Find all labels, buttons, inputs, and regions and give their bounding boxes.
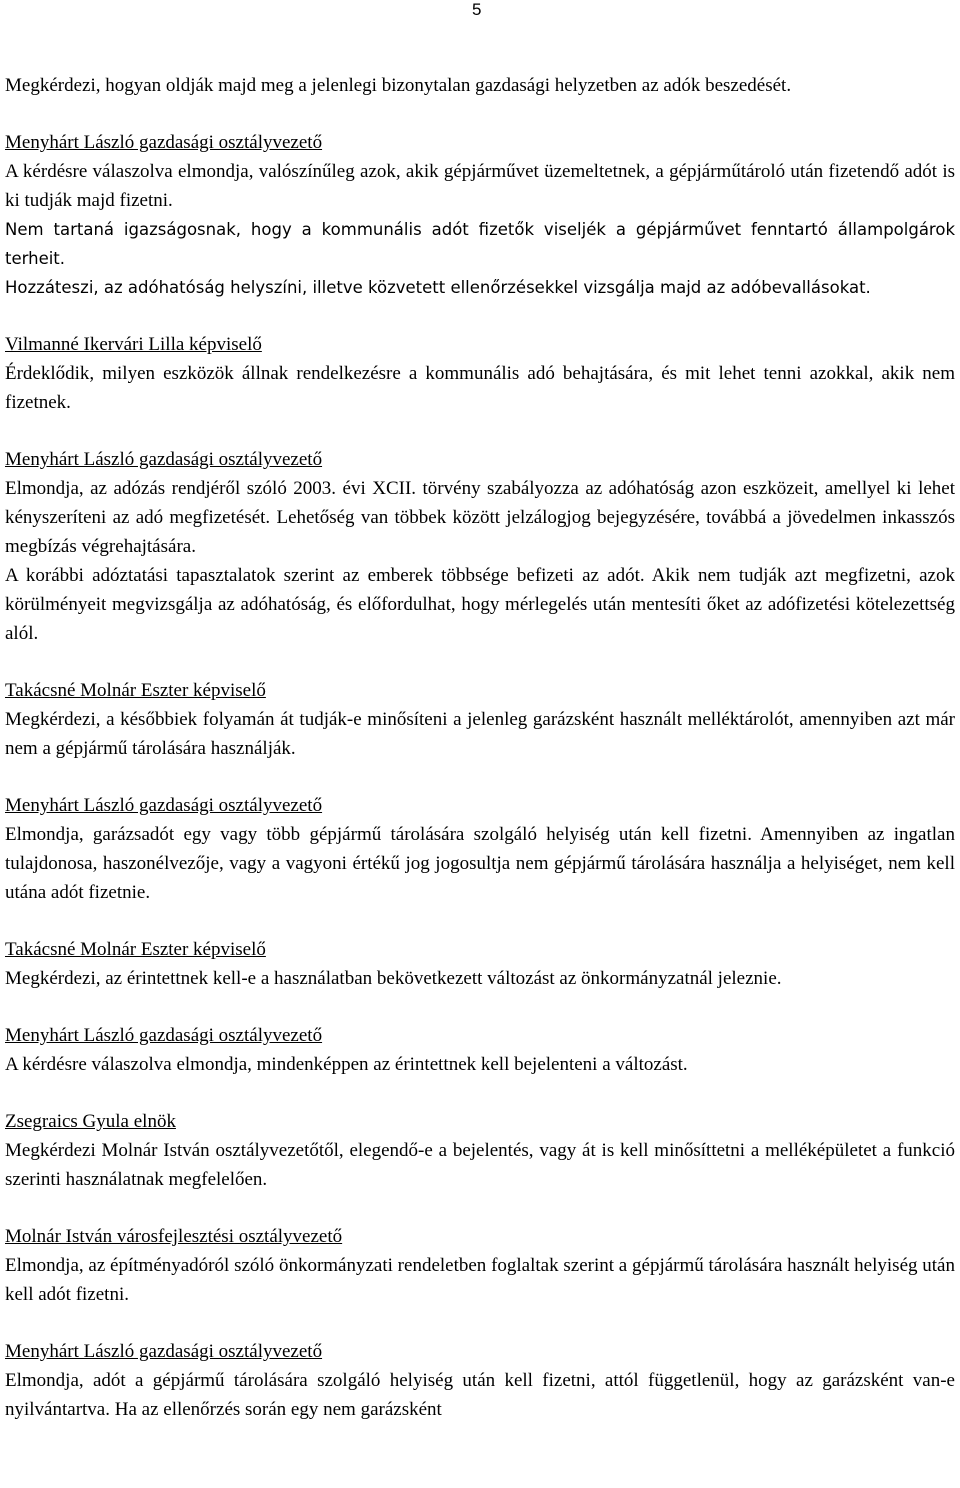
speaker-name: Takácsné Molnár Eszter képviselő [5,939,266,960]
statement-paragraph: A kérdésre válaszolva elmondja, mindenképpen az érintettnek kell bejelenteni a változást. [5,1054,688,1075]
speaker-name: Menyhárt László gazdasági osztályvezető [5,449,323,470]
speaker-name: Vilmanné Ikervári Lilla képviselő [5,334,262,355]
statement-block [5,935,955,993]
speaker-name: Menyhárt László gazdasági osztályvezető [5,795,323,816]
intro-paragraph: Megkérdezi, hogyan oldják majd meg a jelenlegi bizonytalan gazdasági helyzetben az adók beszedését. [5,75,792,96]
statement-paragraph: Megkérdezi Molnár István osztályvezetőtől, elegendő-e a bejelentés, vagy át is kell minősíttetni a melléképületet a funkció szerinti használatnak megfelelően. [5,1140,955,1190]
statement-block [5,330,955,417]
speaker-name: Menyhárt László gazdasági osztályvezető [5,1341,323,1362]
statement-block [5,128,955,302]
statement-paragraph: Megkérdezi, a későbbiek folyamán át tudják-e minősíteni a jelenleg garázsként használt melléktárolót, amennyiben azt már nem a gépjármű tárolására használják. [5,709,955,759]
page-number: 5 [472,0,482,19]
speaker-name: Molnár István városfejlesztési osztályvezető [5,1226,343,1247]
speaker-name: Menyhárt László gazdasági osztályvezető [5,1025,323,1046]
statement-block [5,1107,955,1194]
statement-paragraph: Elmondja, az adózás rendjéről szóló 2003. évi XCII. törvény szabályozza az adóhatóság azon eszközeit, amellyel ki lehet kényszeríteni az adó megfizetését. Lehetőség van többek között jelzálogjog bejegyzésére, továbbá a jövedelmen inkasszós megbízás végrehajtására. [5,478,955,557]
statement-block [5,791,955,907]
statement-paragraph: Megkérdezi, az érintettnek kell-e a használatban bekövetkezett változást az önkormányzatnál jeleznie. [5,968,782,989]
statement-paragraph: Érdeklődik, milyen eszközök állnak rendelkezésre a kommunális adó behajtására, és mit lehet tenni azokkal, akik nem fizetnek. [5,363,955,413]
speaker-name: Zsegraics Gyula elnök [5,1111,176,1132]
statement-paragraph: A korábbi adóztatási tapasztalatok szerint az emberek többsége befizeti az adót. Akik nem tudják azt megfizetni, azok körülményeit megvizsgálja az adóhatóság, és előfordulhat, hogy mérlegelés után mentesíti őket az adófizetési kötelezettség alól. [5,565,955,644]
statement-block [5,445,955,648]
speaker-name: Menyhárt László gazdasági osztályvezető [5,132,323,153]
statement-paragraph: Elmondja, garázsadót egy vagy több gépjármű tárolására szolgáló helyiség után kell fizetni. Amennyiben az ingatlan tulajdonosa, haszonélvezője, vagy a vagyoni értékű jog jogosultja nem gépjármű tárolására használja a helyiséget, nem kell utána adót fizetnie. [5,824,955,903]
statement-paragraph: Nem tartaná igazságosnak, hogy a kommunális adót fizetők viseljék a gépjárművet fenntartó állampolgárok terheit. [5,220,955,268]
intro-block [5,71,955,100]
statement-block [5,1021,955,1079]
statement-block [5,1337,955,1424]
statement-paragraph: A kérdésre válaszolva elmondja, valószínűleg azok, akik gépjárművet üzemeltetnek, a gépjárműtároló után fizetendő adót is ki tudják majd fizetni. [5,161,955,211]
speaker-name: Takácsné Molnár Eszter képviselő [5,680,266,701]
statement-paragraph: Elmondja, adót a gépjármű tárolására szolgáló helyiség után kell fizetni, attól függetlenül, hogy az garázsként van-e nyilvántartva. Ha az ellenőrzés során egy nem garázsként [5,1370,955,1420]
document-body [5,71,955,1452]
statement-paragraph: Elmondja, az építményadóról szóló önkormányzati rendeletben foglaltak szerint a gépjármű tárolására használt helyiség után kell adót fizetni. [5,1255,955,1305]
statement-block [5,676,955,763]
statement-block [5,1222,955,1309]
statement-paragraph: Hozzáteszi, az adóhatóság helyszíni, illetve közvetett ellenőrzésekkel vizsgálja majd az adóbevallásokat. [5,278,871,297]
